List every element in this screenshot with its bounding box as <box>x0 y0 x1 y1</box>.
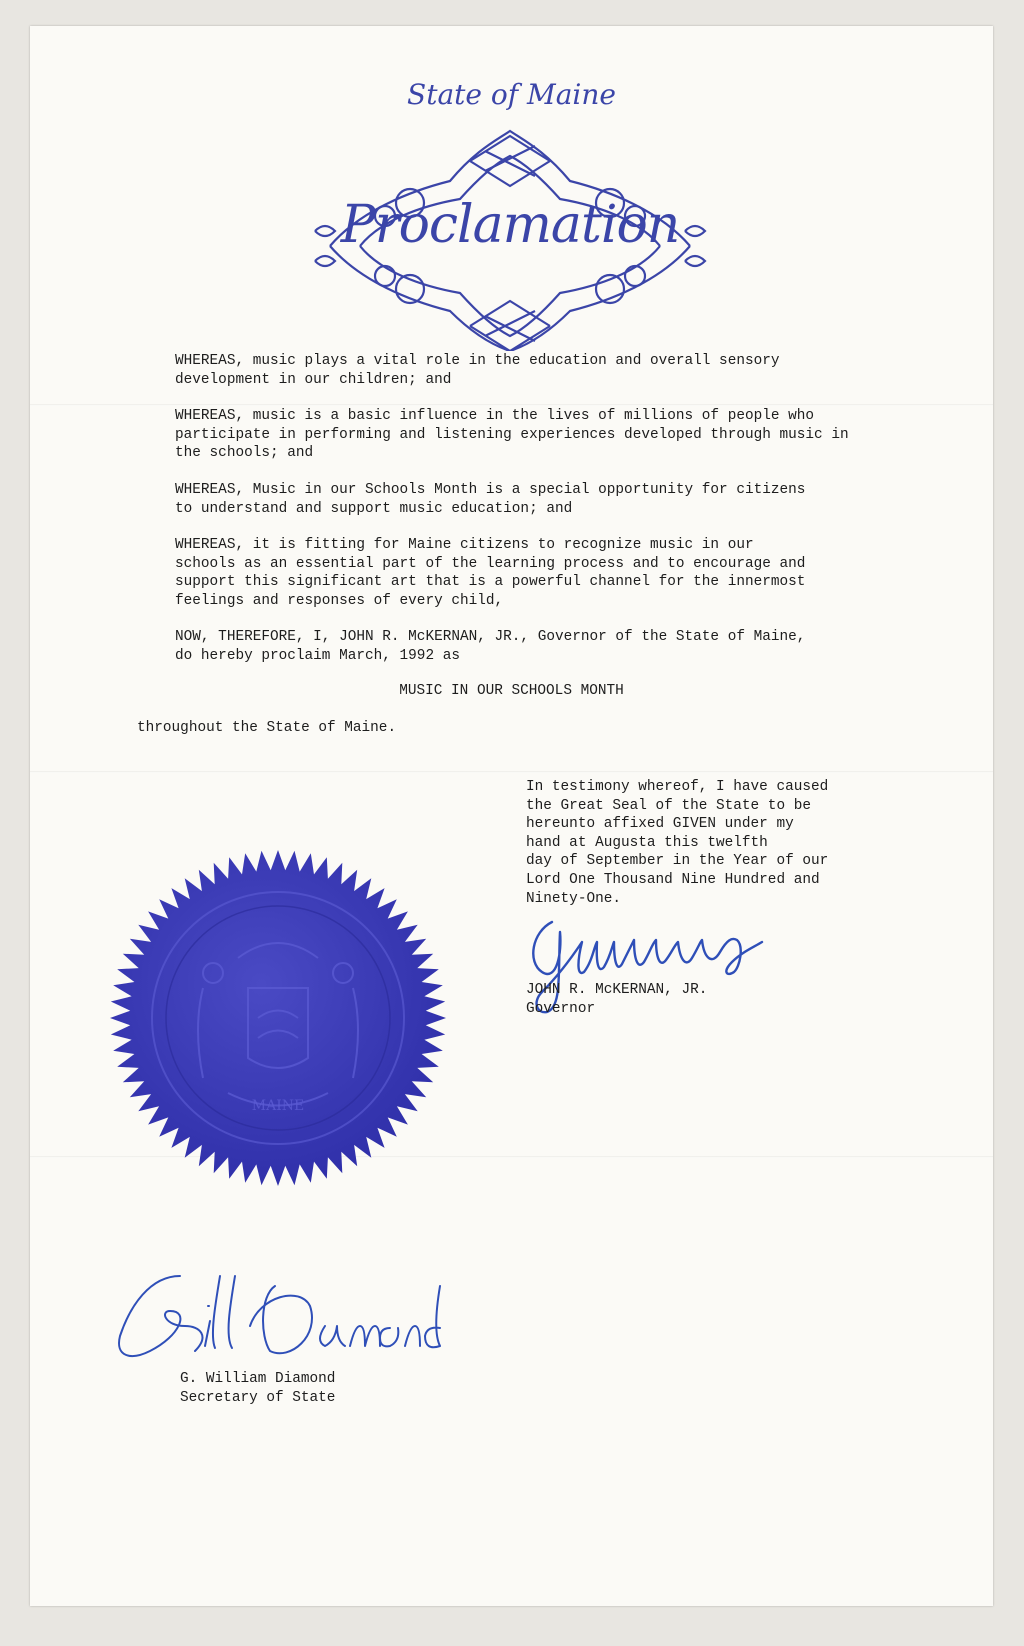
closing-line: throughout the State of Maine. <box>137 720 397 736</box>
proclamation-ornament <box>300 121 720 351</box>
therefore-paragraph: NOW, THEREFORE, I, JOHN R. McKERNAN, JR., Governor of the State of Maine, do hereby proclaim March, 1992 as <box>175 629 806 664</box>
governor-name: JOHN R. McKERNAN, JR. <box>526 982 708 998</box>
whereas-paragraph-2: WHEREAS, music is a basic influence in the lives of millions of people who participate in performing and listening experiences developed through music in the schools; and <box>175 408 849 462</box>
seal-icon <box>108 848 448 1188</box>
seal-label: MAINE <box>251 1098 305 1114</box>
proclamation-page <box>30 26 993 1606</box>
governor-title: Governor <box>526 1001 596 1017</box>
testimony-text: In testimony whereof, I have caused the Great Seal of the State to be hereunto affixed GIVEN under my hand at Augusta this twelfth day of September in the Year of our Lord One Thousand Nine Hundred and Ninety-One. <box>526 779 829 907</box>
fold-line <box>30 404 993 406</box>
signature-icon <box>110 1266 470 1376</box>
secretary-name: G. William Diamond <box>180 1371 336 1387</box>
great-seal <box>108 848 448 1188</box>
fold-line <box>30 771 993 773</box>
secretary-signature <box>110 1266 470 1376</box>
state-title: State of Maine <box>407 78 616 111</box>
secretary-title: Secretary of State <box>180 1390 336 1406</box>
proclamation-title: Proclamation <box>340 195 680 255</box>
whereas-paragraph-4: WHEREAS, it is fitting for Maine citizens to recognize music in our schools as an essential part of the learning process and to encourage and support this significant art that is a powerful channel for the innermost feelings and responses of every child, <box>175 537 806 609</box>
whereas-paragraph-3: WHEREAS, Music in our Schools Month is a special opportunity for citizens to understand and support music education; and <box>175 482 806 517</box>
whereas-paragraph-1: WHEREAS, music plays a vital role in the education and overall sensory development in our children; and <box>175 353 780 388</box>
proclaimed-title: MUSIC IN OUR SCHOOLS MONTH <box>399 683 624 699</box>
